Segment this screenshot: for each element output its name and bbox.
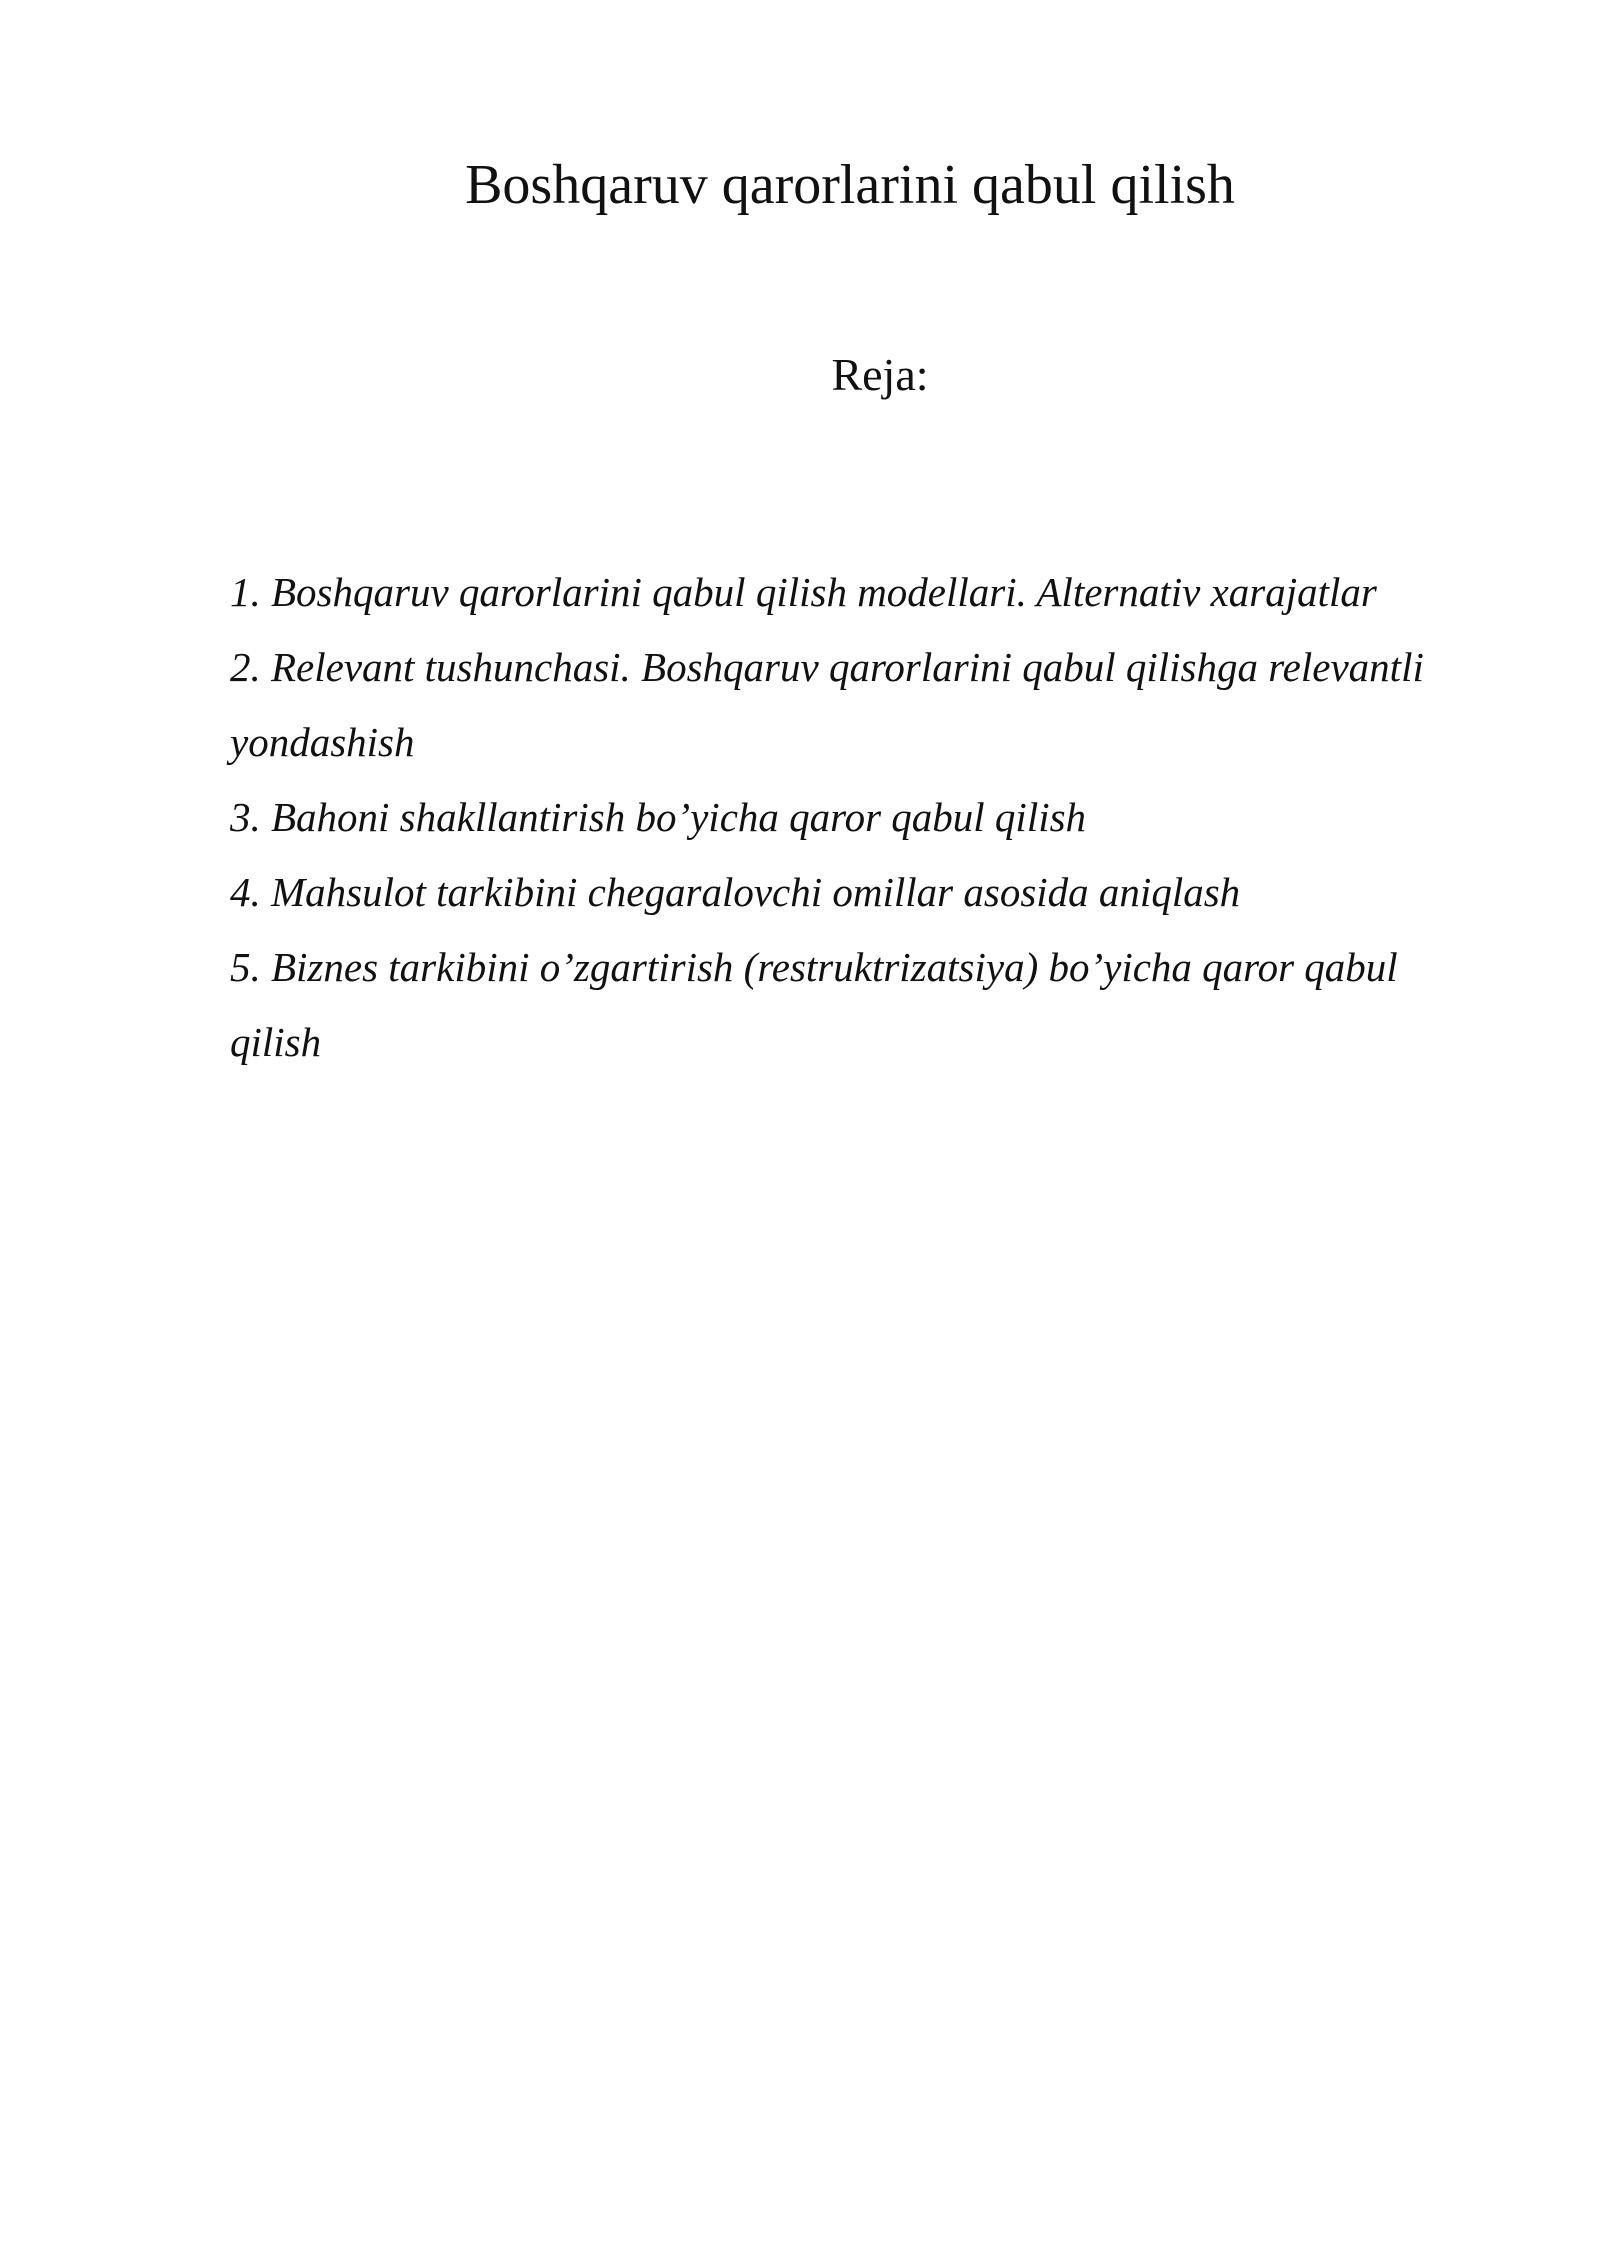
- list-item: 1. Boshqaruv qarorlarini qabul qilish modellari. Alternativ xarajatlar: [230, 569, 1377, 615]
- plan-list: [230, 555, 1480, 1080]
- list-item: 2. Relevant tushunchasi. Boshqaruv qarorlarini qabul qilishga relevantli yondashish: [230, 644, 1424, 765]
- list-item: 4. Mahsulot tarkibini chegaralovchi omillar asosida aniqlash: [230, 869, 1241, 915]
- list-item: 3. Bahoni shakllantirish bo’yicha qaror qabul qilish: [230, 794, 1087, 840]
- list-item: 5. Biznes tarkibini o’zgartirish (restruktrizatsiya) bo’yicha qaror qabul qilish: [230, 944, 1398, 1065]
- page-title: Boshqaruv qarorlarini qabul qilish: [465, 154, 1235, 216]
- plan-heading: Reja:: [831, 349, 929, 400]
